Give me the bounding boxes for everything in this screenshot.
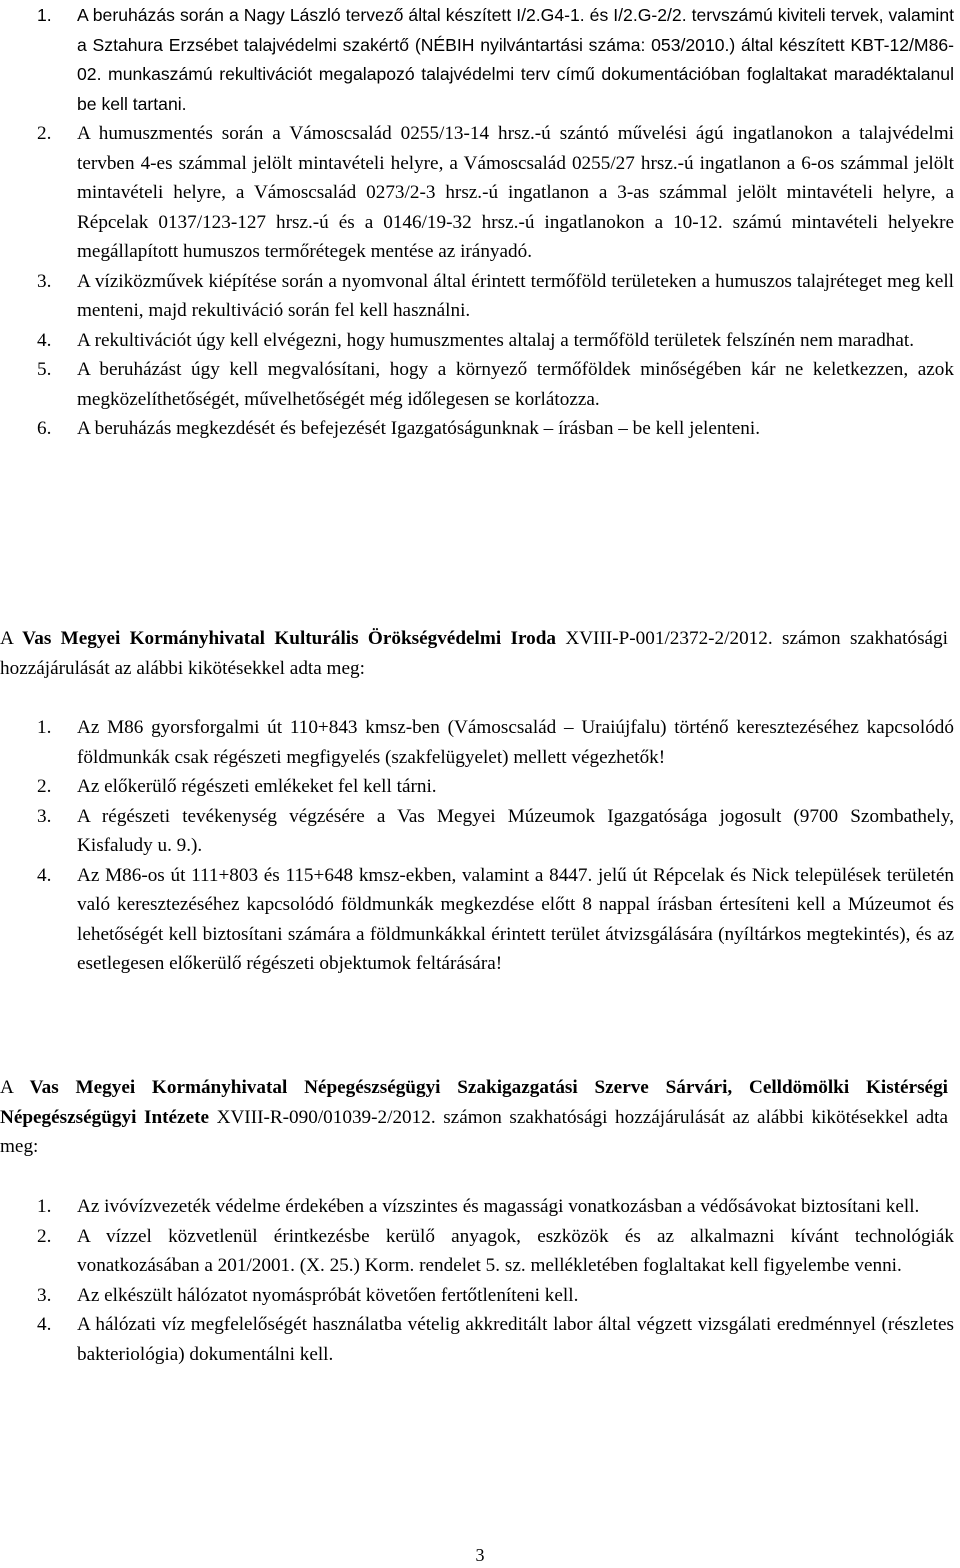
list-item-number: 3. [37, 1284, 52, 1306]
list-item [0, 267, 960, 326]
list-item-text: A víziközművek kiépítése során a nyomvonal által érintett termőföld területeken a humuszos talajréteget meg kell menteni, majd rekultiváció során fel kell használni. [77, 270, 954, 321]
list-item [0, 802, 960, 861]
list-item-text: Az M86-os út 111+803 és 115+648 kmsz-ekben, valamint a 8447. jelű út Répcelak és Nick települések területén való keresztezéséhez kapcsolódó földmunkák megkezdése előtt 8 nappal írásban értesíteni kell a Múzeumot és lehetőségét kell biztosítani számára a földmunkákkal érintett terület átvizsgálására (nyíltárkos megtekintés), és az esetlegesen előkerülő régészeti objektumok feltárására! [77, 864, 954, 974]
page-number: 3 [475, 1545, 485, 1565]
water-authority-conditions-list [0, 1, 960, 444]
list-item [0, 772, 960, 802]
list-item-number: 4. [37, 864, 52, 886]
list-item-number: 2. [37, 776, 52, 797]
list-item [0, 355, 960, 414]
list-item-text: Az elkészült hálózatot nyomáspróbát követően fertőtleníteni kell. [77, 1284, 579, 1306]
paragraph-prefix: A [0, 1077, 30, 1098]
list-item-text: A beruházás megkezdését és befejezését Igazgatóságunknak – írásban – be kell jelenteni. [77, 418, 760, 439]
paragraph-suffix: XVIII-R-090/01039-2/2012. számon szakhatósági hozzájárulását az alábbi kikötésekkel adta meg: [0, 1106, 948, 1157]
list-item-text: Az előkerülő régészeti emlékeket fel kell tárni. [77, 776, 437, 797]
list-item-text: Az ivóvízvezeték védelme érdekében a vízszintes és magassági vonatkozásban a védősávokat biztosítani kell. [77, 1196, 920, 1217]
list-item [0, 1281, 960, 1311]
list-item [0, 414, 960, 444]
heritage-conditions-list [0, 713, 960, 979]
list-item-text: A vízzel közvetlenül érintkezésbe kerülő anyagok, eszközök és az alkalmazni kívánt technológiák vonatkozásában a 201/2001. (X. 25.) Korm. rendelet 5. sz. mellékletében foglaltakat kell figyelembe venni. [77, 1225, 954, 1276]
list-item-number: 1. [37, 1196, 52, 1217]
list-item [0, 1222, 960, 1281]
list-item-text: Az M86 gyorsforgalmi út 110+843 kmsz-ben (Vámoscsalád – Uraiújfalu) történő keresztezéséhez kapcsolódó földmunkák csak régészeti megfigyelés (szakfelügyelet) mellett végezhetők! [77, 717, 954, 768]
list-item-number: 6. [37, 418, 52, 439]
paragraph-prefix: A [0, 628, 23, 649]
public-health-conditions-list [0, 1192, 960, 1369]
list-item-text: A beruházást úgy kell megvalósítani, hogy a környező termőföldek minőségében kár ne keletkezzen, azok megközelíthetőségét, művelhetőségét még időlegesen se korlátozza. [77, 359, 954, 410]
paragraph-suffix: XVIII-P-001/2372-2/2012. számon szakhatósági hozzájárulását az alábbi kikötésekkel adta meg: [0, 628, 948, 679]
list-item-text: A régészeti tevékenység végzésére a Vas Megyei Múzeumok Igazgatósága jogosult (9700 Szombathely, Kisfaludy u. 9.). [77, 805, 954, 856]
list-item [0, 713, 960, 772]
list-item [0, 326, 960, 356]
authority-name: Vas Megyei Kormányhivatal Kulturális Örökségvédelmi Iroda [22, 628, 556, 649]
list-item-text: A rekultivációt úgy kell elvégezni, hogy humuszmentes altalaj a termőföld területek felszínén nem maradhat. [77, 329, 915, 351]
list-item [0, 1192, 960, 1222]
heritage-authority-paragraph [0, 624, 948, 683]
list-item-number: 2. [37, 123, 52, 144]
list-item-text: A hálózati víz megfelelőségét használatba vételig akkreditált labor által végzett vizsgálati eredménnyel (részletes bakteriológia) dokumentálni kell. [77, 1314, 954, 1365]
list-item-number: 2. [37, 1225, 52, 1247]
list-item-number: 1. [37, 717, 52, 738]
list-item-number: 4. [37, 329, 52, 351]
list-item-number: 1. [37, 5, 52, 25]
list-item-number: 4. [37, 1314, 52, 1335]
list-item-text: A humuszmentés során a Vámoscsalád 0255/13-14 hrsz.-ú szántó művelési ágú ingatlanokon a talajvédelmi tervben 4-es számmal jelölt mintavételi helyre, a Vámoscsalád 0255/27 hrsz.-ú ingatlanon a 6-os számmal jelölt mintavételi helyre, a Vámoscsalád 0273/2-3 hrsz.-ú ingatlanon a 3-as számmal jelölt mintavételi helyre, a Répcelak 0137/123-127 hrsz.-ú és a 0146/19-32 hrsz.-ú ingatlanokon a 10-12. számú mintavételi helyekre megállapított humuszos termőrétegek mentése az irányadó. [77, 123, 954, 262]
list-item [0, 861, 960, 979]
list-item [0, 1, 960, 119]
list-item-number: 3. [37, 805, 52, 827]
list-item [0, 119, 960, 267]
list-item-text: A beruházás során a Nagy László tervező által készített I/2.G4-1. és I/2.G-2/2. tervszámú kiviteli tervek, valamint a Sztahura Erzsébet talajvédelmi szakértő (NÉBIH nyilvántartási száma: 053/2010.) által készített KBT-12/M86-02. munkaszámú rekultivációt megalapozó talajvédelmi terv című dokumentációban foglaltakat maradéktalanul be kell tartani. [77, 5, 954, 114]
list-item-number: 3. [37, 270, 52, 292]
authority-name: Vas Megyei Kormányhivatal Népegészségügyi Szakigazgatási Szerve Sárvári, Celldömölki Kistérségi Népegészségügyi Intézete [0, 1077, 948, 1128]
list-item [0, 1310, 960, 1369]
public-health-authority-paragraph [0, 1073, 948, 1162]
list-item-number: 5. [37, 359, 52, 380]
